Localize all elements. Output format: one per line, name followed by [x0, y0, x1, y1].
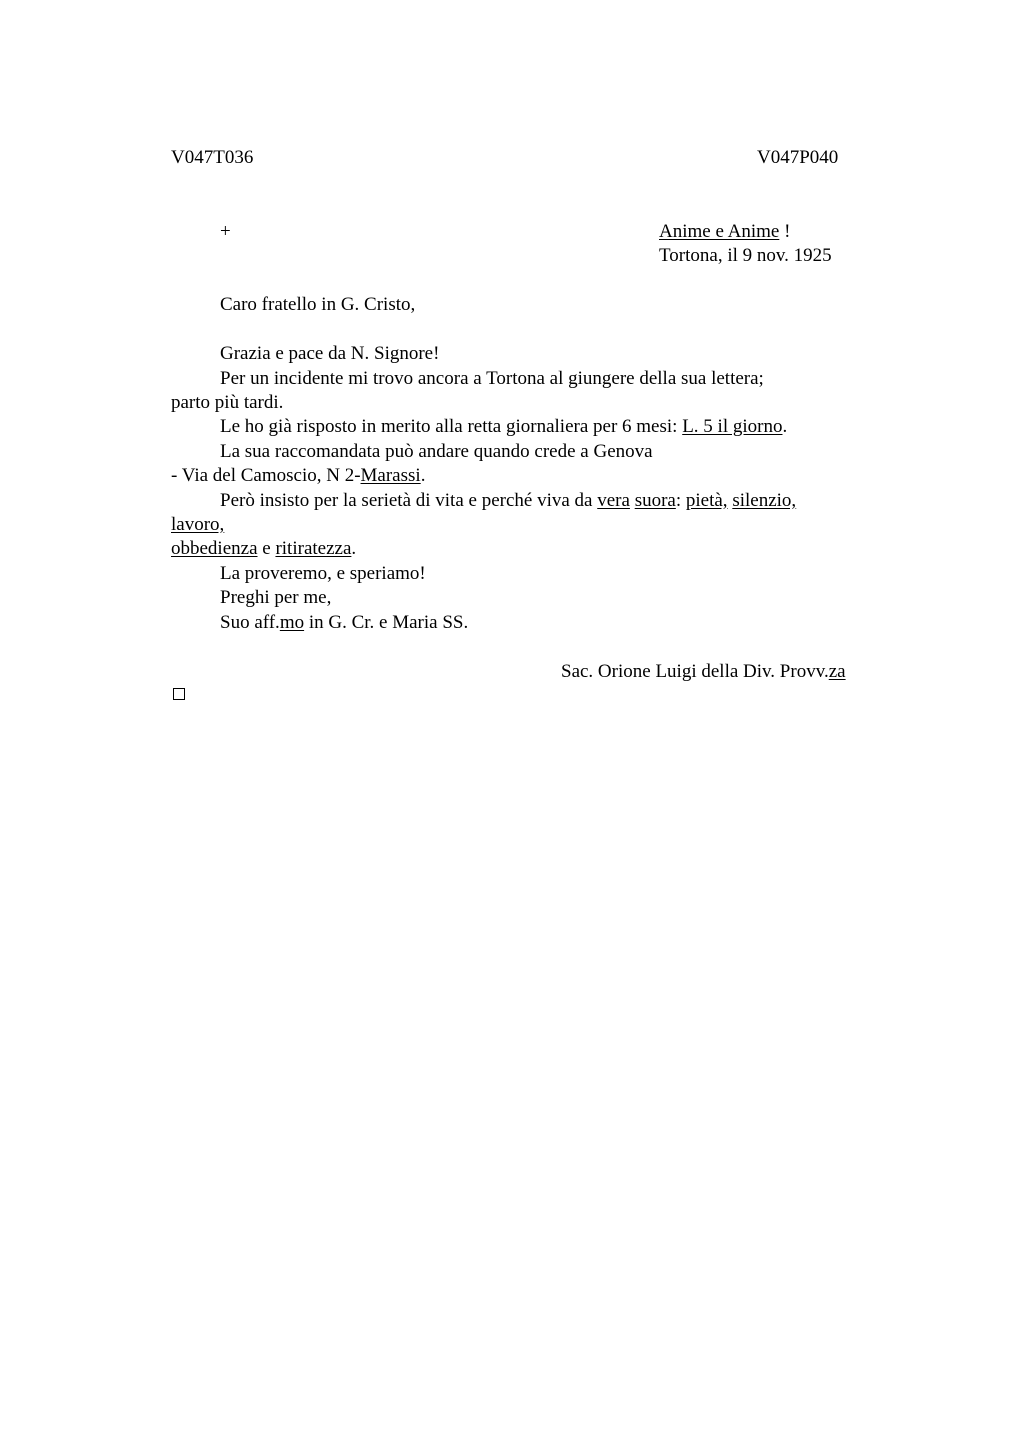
body-underlined: obbedienza — [171, 538, 258, 559]
body-underlined: L. 5 il giorno — [682, 416, 783, 437]
body-line: La sua raccomandata può andare quando crede a Genova — [220, 441, 653, 462]
place-date: Tortona, il 9 nov. 1925 — [659, 245, 832, 266]
body-text: . — [782, 416, 788, 437]
body-line: Preghi per me, — [220, 587, 332, 608]
body-text: : — [675, 490, 686, 511]
body-line — [171, 537, 356, 561]
body-underlined: ritiratezza — [275, 538, 352, 559]
body-text: . — [420, 465, 426, 486]
document-code-right: V047P040 — [757, 147, 839, 168]
body-underlined: Marassi — [360, 465, 421, 486]
body-text: e — [257, 538, 276, 559]
salutation: Caro fratello in G. Cristo, — [220, 294, 416, 315]
body-text: Le ho già risposto in merito alla retta giornaliera per 6 mesi: — [220, 416, 683, 437]
motto-exclaim: ! — [779, 221, 791, 242]
body-line — [220, 489, 796, 513]
body-line: Grazia e pace da N. Signore! — [220, 343, 440, 364]
body-text: Suo aff. — [220, 612, 280, 633]
body-underlined: mo — [279, 612, 305, 633]
cross-mark: + — [220, 221, 231, 242]
body-underlined: vera — [597, 490, 630, 511]
body-text: Però insisto per la serietà di vita e perché viva da — [220, 490, 598, 511]
body-line — [220, 415, 787, 439]
body-line: parto più tardi. — [171, 392, 284, 413]
body-line — [171, 464, 425, 488]
body-text: - Via del Camoscio, N 2- — [171, 465, 361, 486]
motto — [659, 220, 790, 244]
end-box-icon — [173, 688, 185, 700]
body-underlined: pietà, — [685, 490, 728, 511]
document-code-left: V047T036 — [171, 147, 254, 168]
body-line: La proveremo, e speriamo! — [220, 563, 426, 584]
signature — [561, 660, 846, 684]
closing-line — [220, 611, 468, 635]
body-line — [171, 513, 224, 537]
body-text: . — [351, 538, 357, 559]
body-line: Per un incidente mi trovo ancora a Tortona al giungere della sua lettera; — [220, 368, 764, 389]
motto-text: Anime e Anime — [659, 221, 780, 242]
body-text: in G. Cr. e Maria SS. — [304, 612, 469, 633]
body-underlined: silenzio, — [732, 490, 797, 511]
body-underlined: lavoro, — [171, 514, 225, 535]
body-underlined: suora — [634, 490, 676, 511]
signature-text: Sac. Orione Luigi della Div. Provv. — [561, 661, 829, 682]
signature-suffix: za — [828, 661, 846, 682]
